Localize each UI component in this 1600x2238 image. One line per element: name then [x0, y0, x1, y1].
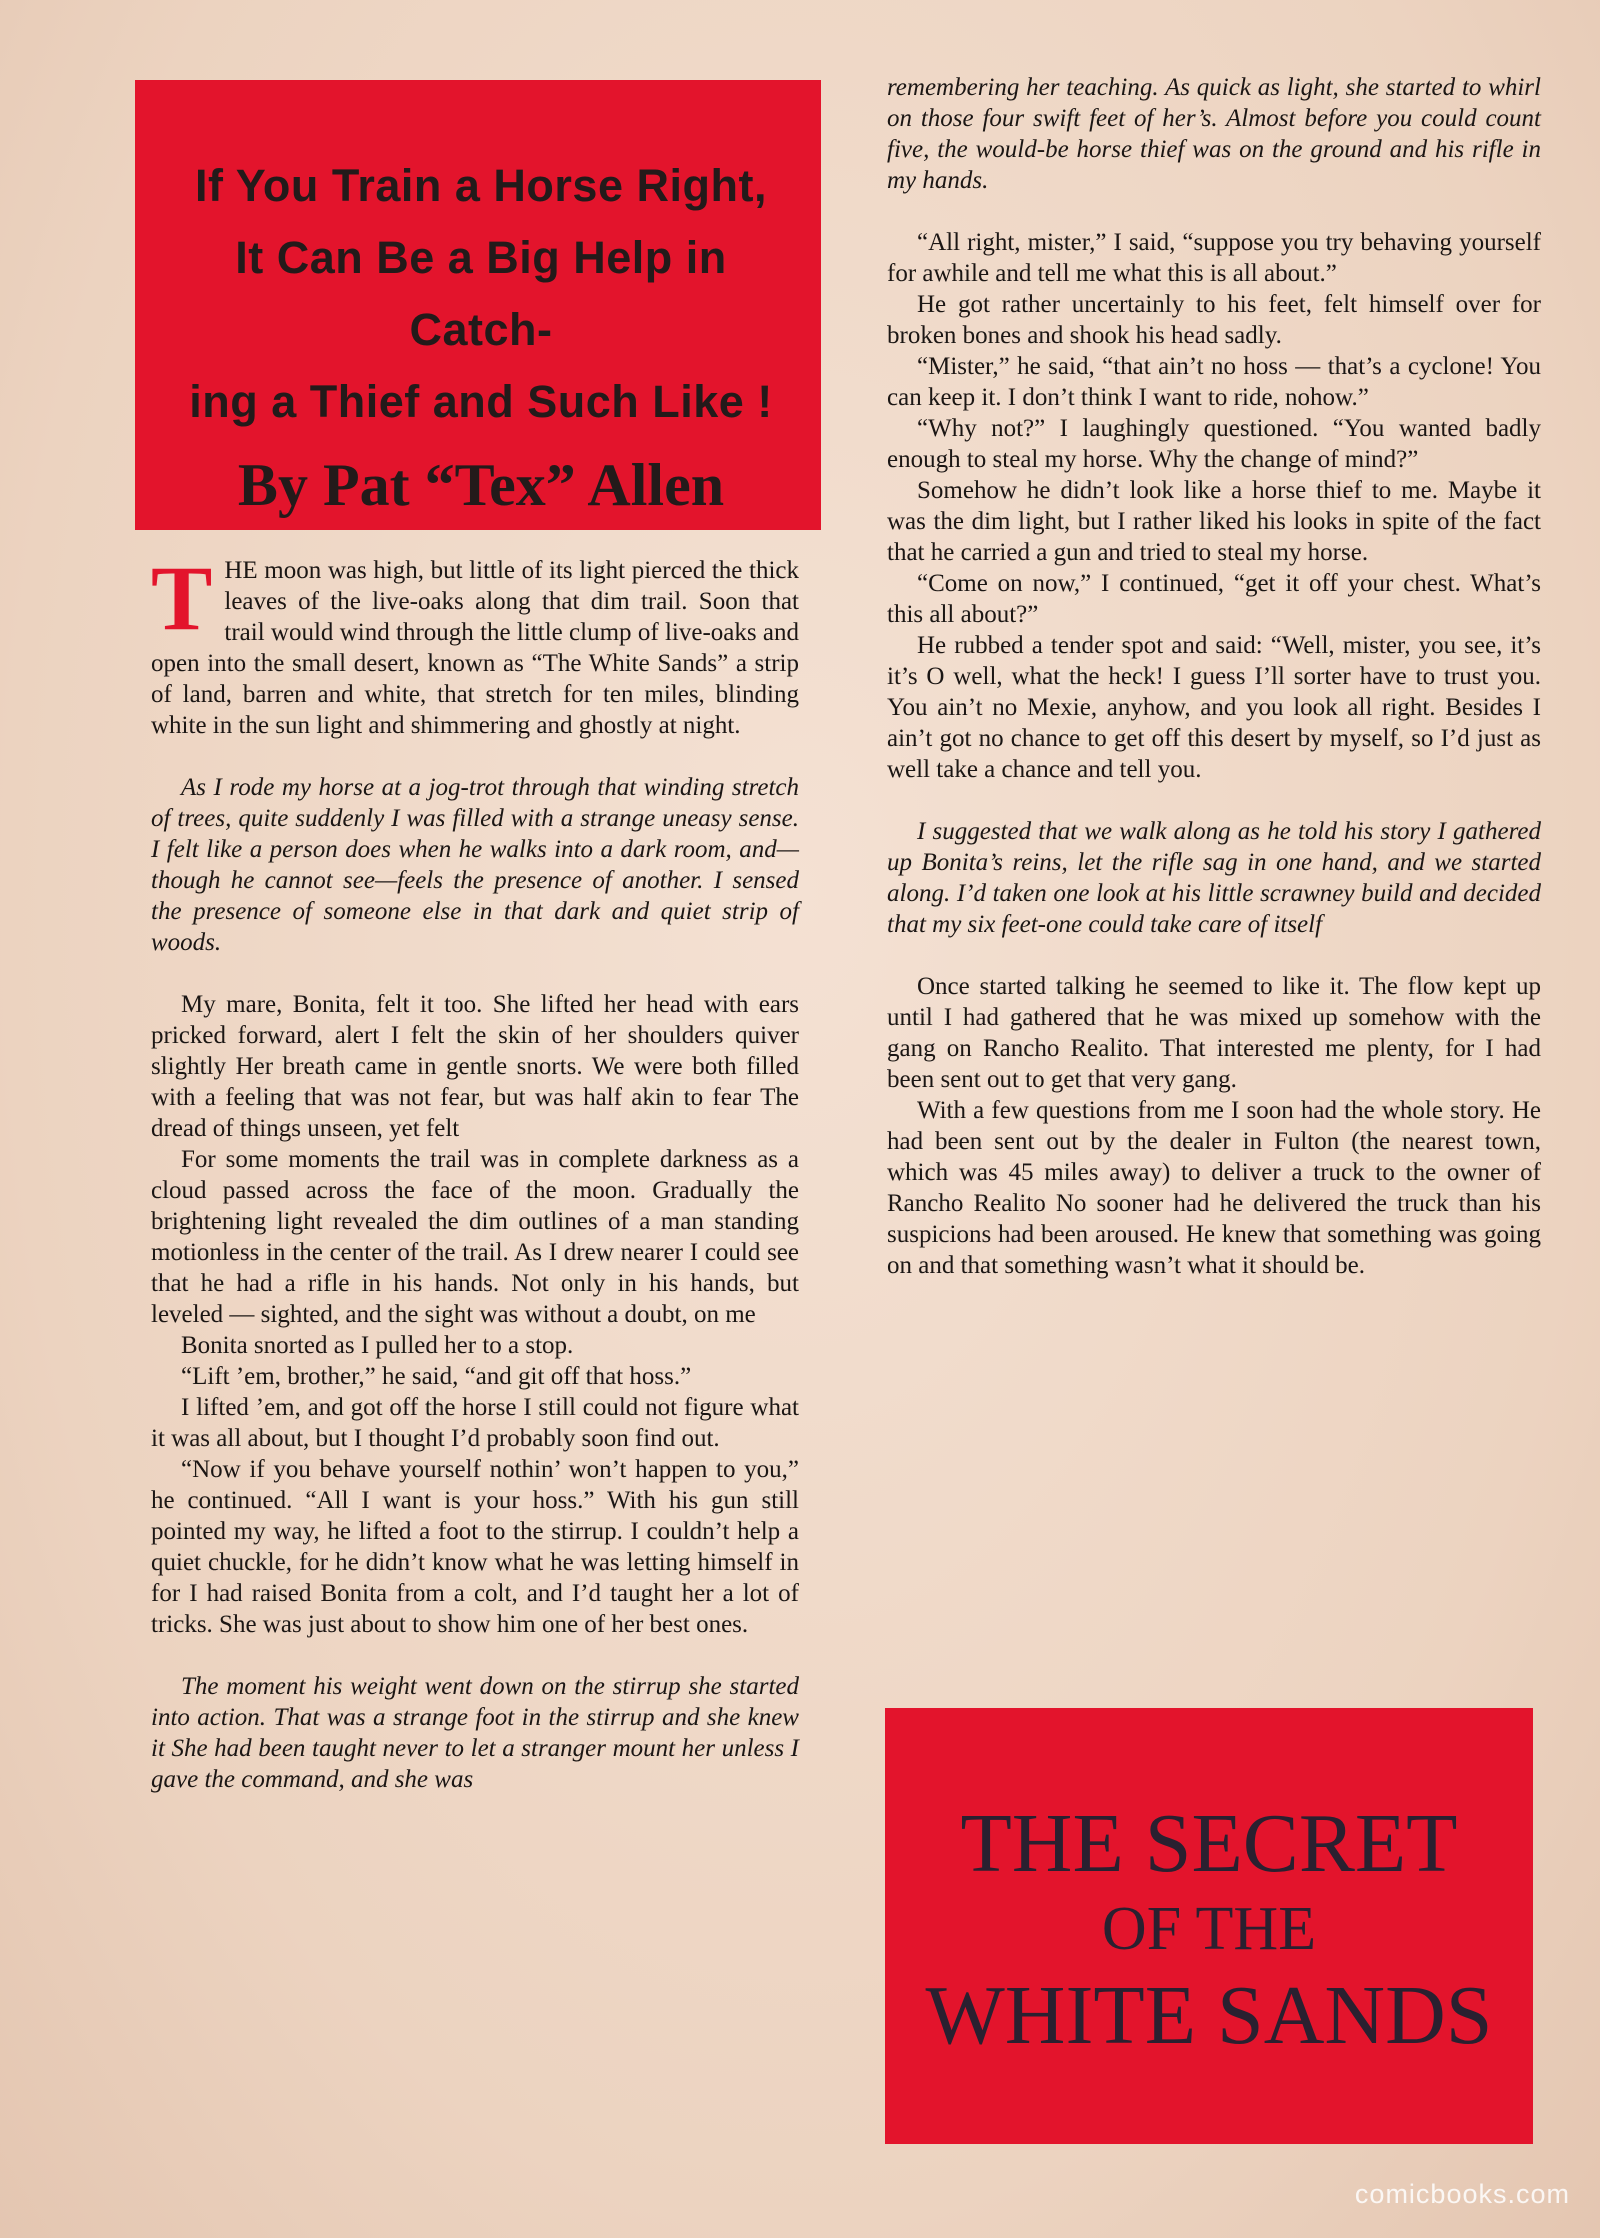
paragraph-italic: I suggested that we walk along as he told his story I gathered up Bonita’s reins, let the rifle sag in one hand, and we started along. I’d taken one look at his little scrawney build and decided that my six feet-one could take care of itself	[887, 818, 1541, 938]
paragraph: “Now if you behave yourself nothin’ won’t happen to you,” he continued. “All I want is your hoss.” With his gun still pointed my way, he lifted a foot to the stirrup. I couldn’t help a quiet chuckle, for he didn’t know what he was letting himself in for I had raised Bonita from a colt, and I’d taught her a lot of tricks. She was just about to show him one of her best ones.	[151, 1456, 799, 1638]
headline-box	[135, 80, 821, 530]
paragraph-italic: The moment his weight went down on the stirrup she started into action. That was a strange foot in the stirrup and she knew it She had been taught never to let a stranger mount her unless I gave the command, and she was	[151, 1673, 799, 1793]
paragraph: “All right, mister,” I said, “suppose you try behaving yourself for awhile and tell me what this is all about.”	[887, 229, 1541, 287]
site-watermark: comicbooks.com	[1354, 2179, 1570, 2209]
paragraph: “Mister,” he said, “that ain’t no hoss — that’s a cyclone! You can keep it. I don’t think I want to ride, nohow.”	[887, 353, 1541, 411]
drop-cap: T	[151, 547, 213, 649]
opening-paragraph-text: HE moon was high, but little of its light pierced the thick leaves of the live-oaks along that dim trail. Soon that trail would wind through the little clump of live-oaks and open into the small desert, known as “The White Sands” a strip of land, barren and white, that stretch for ten miles, blinding white in the sun light and shimmering and ghostly at night.	[151, 557, 799, 739]
paragraph: “Lift ’em, brother,” he said, “and git off that hoss.”	[181, 1363, 692, 1390]
story-title-line-2: OF THE	[1101, 1895, 1317, 1963]
paragraph: “Come on now,” I continued, “get it off your chest. What’s this all about?”	[887, 570, 1541, 628]
paragraph: Bonita snorted as I pulled her to a stop.	[181, 1332, 574, 1359]
paragraph: Somehow he didn’t look like a horse thief to me. Maybe it was the dim light, but I rather liked his looks in spite of the fact that he carried a gun and tried to steal my horse.	[887, 477, 1541, 566]
left-text-column	[151, 547, 799, 1795]
paragraph: My mare, Bonita, felt it too. She lifted her head with ears pricked forward, alert I felt the skin of her shoulders quiver slightly Her breath came in gentle snorts. We were both filled with a feeling that was not fear, but was half akin to fear The dread of things unseen, yet felt	[151, 991, 799, 1142]
author-byline: By Pat “Tex” Allen	[237, 452, 725, 518]
right-text-column	[887, 72, 1541, 1281]
paragraph: Once started talking he seemed to like it. The flow kept up until I had gathered that he was mixed up somehow with the gang on Rancho Realito. That interested me plenty, for I had been sent out to get that very gang.	[887, 973, 1541, 1093]
headline-line-2: It Can Be a Big Help in Catch-	[235, 232, 727, 355]
story-title-box	[885, 1708, 1533, 2144]
headline-line-1: If You Train a Horse Right,	[195, 160, 767, 211]
story-title-line-1: THE SECRET	[960, 1797, 1458, 1890]
paragraph-italic: As I rode my horse at a jog-trot through that winding stretch of trees, quite suddenly I was filled with a strange uneasy sense. I felt like a person does when he walks into a dark room, and—though he cannot see—feels the presence of another. I sensed the presence of someone else in that dark and quiet strip of woods.	[151, 774, 799, 956]
paragraph-italic: remembering her teaching. As quick as light, she started to whirl on those four swift feet of her’s. Almost before you could count five, the would-be horse thief was on the ground and his rifle in my hands.	[887, 74, 1541, 194]
paragraph: For some moments the trail was in complete darkness as a cloud passed across the face of the moon. Gradually the brightening light revealed the dim outlines of a man standing motionless in the center of the trail. As I drew nearer I could see that he had a rifle in his hands. Not only in his hands, but leveled — sighted, and the sight was without a doubt, on me	[151, 1146, 799, 1328]
paragraph: “Why not?” I laughingly questioned. “You wanted badly enough to steal my horse. Why the change of mind?”	[887, 415, 1541, 473]
headline-line-3: ing a Thief and Such Like !	[189, 376, 773, 427]
paragraph: He got rather uncertainly to his feet, felt himself over for broken bones and shook his head sadly.	[887, 291, 1541, 349]
paragraph: He rubbed a tender spot and said: “Well, mister, you see, it’s it’s O well, what the heck! I guess I’ll sorter have to trust you. You ain’t no Mexie, anyhow, and you look all right. Besides I ain’t got no chance to get off this desert by myself, so I’d just as well take a chance and tell you.	[887, 632, 1541, 783]
story-title-line-3: WHITE SANDS	[925, 1969, 1493, 2062]
paragraph: I lifted ’em, and got off the horse I still could not figure what it was all about, but I thought I’d probably soon find out.	[151, 1394, 799, 1452]
paragraph: With a few questions from me I soon had the whole story. He had been sent out by the dealer in Fulton (the nearest town, which was 45 miles away) to deliver a truck to the owner of Rancho Realito No sooner had he delivered the truck than his suspicions had been aroused. He knew that something was going on and that something wasn’t what it should be.	[887, 1097, 1541, 1279]
opening-paragraph	[151, 547, 799, 741]
